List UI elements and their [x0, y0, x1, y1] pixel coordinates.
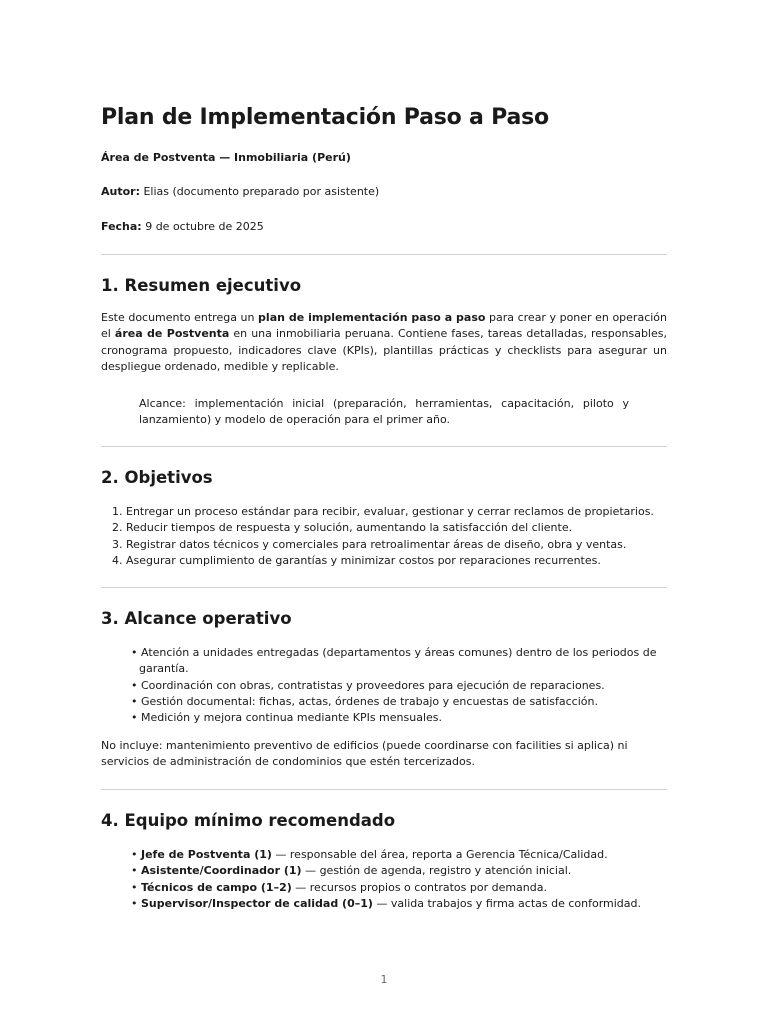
divider: [101, 587, 667, 588]
list-item: • Atención a unidades entregadas (departamentos y áreas comunes) dentro de los periodos de garantía.: [131, 646, 657, 676]
list-item: • Medición y mejora continua mediante KPIs mensuales.: [131, 711, 442, 725]
divider: [101, 254, 667, 255]
author-line: Autor: Elias (documento preparado por asistente): [101, 185, 380, 198]
list-item: 1. Entregar un proceso estándar para recibir, evaluar, gestionar y cerrar reclamos de propietarios.: [112, 505, 654, 518]
document-title: Plan de Implementación Paso a Paso: [101, 105, 549, 130]
list-item: 2. Reducir tiempos de respuesta y solución, aumentando la satisfacción del cliente.: [112, 521, 573, 535]
list-item: • Supervisor/Inspector de calidad (0–1) — valida trabajos y firma actas de conformidad.: [131, 896, 641, 910]
section-heading-objectives: 2. Objetivos: [101, 468, 213, 487]
list-item: • Gestión documental: fichas, actas, órdenes de trabajo y encuestas de satisfacción.: [131, 694, 598, 708]
scope-list: [101, 645, 659, 726]
list-item: • Coordinación con obras, contratistas y proveedores para ejecución de reparaciones.: [131, 678, 605, 692]
divider: [101, 446, 667, 447]
list-item: 4. Asegurar cumplimiento de garantías y minimizar costos por reparaciones recurrentes.: [112, 553, 601, 567]
list-item: • Asistente/Coordinador (1) — gestión de agenda, registro y atención inicial.: [131, 864, 572, 878]
team-list: [101, 847, 659, 912]
section-heading-scope: 3. Alcance operativo: [101, 609, 292, 628]
scope-quote: Alcance: implementación inicial (preparación, herramientas, capacitación, piloto y lanzamiento) y modelo de operación para el primer año.: [139, 397, 629, 427]
list-item: 3. Registrar datos técnicos y comerciales para retroalimentar áreas de diseño, obra y ventas.: [112, 537, 627, 551]
date-line: Fecha: 9 de octubre de 2025: [101, 220, 264, 233]
section-heading-team: 4. Equipo mínimo recomendado: [101, 811, 396, 830]
scope-exclusion-note: No incluye: mantenimiento preventivo de edificios (puede coordinarse con facilities si aplica) ni servicios de administración de condominios que estén tercerizados.: [101, 739, 628, 769]
section-heading-summary: 1. Resumen ejecutivo: [101, 276, 302, 295]
document-subtitle: Área de Postventa — Inmobiliaria (Perú): [101, 151, 351, 164]
page-number: 1: [380, 973, 388, 986]
divider: [101, 789, 667, 790]
summary-paragraph: Este documento entrega un plan de implementación paso a paso para crear y poner en operación el área de Postventa en una inmobiliaria peruana. Contiene fases, tareas detalladas, responsables, cronograma propuesto, indicadores clave (KPIs), plantillas prácticas y checklists para asegurar un despliegue ordenado, medible y replicable.: [101, 311, 667, 373]
objectives-list: [101, 504, 654, 569]
list-item: • Técnicos de campo (1–2) — recursos propios o contratos por demanda.: [131, 880, 547, 894]
list-item: • Jefe de Postventa (1) — responsable del área, reporta a Gerencia Técnica/Calidad.: [131, 848, 608, 861]
